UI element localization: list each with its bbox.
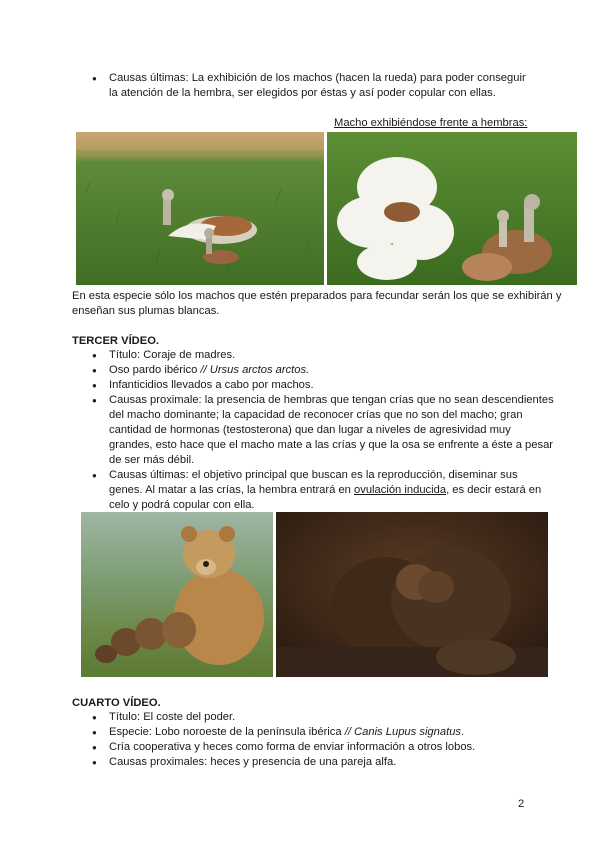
list-item: ● Cría cooperativa y heces como forma de enviar información a otros lobos. <box>92 740 554 755</box>
species-text: Oso pardo ibérico <box>109 364 201 376</box>
list-item: ● Causas proximale: la presencia de hembras que tengan crías que no sean descendientes del macho dominante; la capacidad de reconocer crías que no son del macho; gran cantidad de hormonas (testosterona) que dan lugar a niveles de agresividad muy grandes, esto hace que el macho mate a las crías y que la osa se enfrente a éste a pesar de ser más débil. <box>92 393 554 468</box>
tercer-bullet-list <box>92 348 554 513</box>
bullet-text: La exhibición de los machos (hacen la rueda) para poder conseguir la atención de la hembra, ser elegidos por éstas y así poder copular con ellas. <box>109 72 526 99</box>
list-item: ● Título: Coraje de madres. <box>92 348 554 363</box>
list-item <box>92 468 554 513</box>
cuarto-bullet-list <box>92 710 554 770</box>
list-item: ● Causas proximales: heces y presencia de una pareja alfa. <box>92 755 554 770</box>
top-bullet-list <box>92 71 532 101</box>
bustard-photo-left <box>76 132 324 285</box>
paragraph-exhibition: En esta especie sólo los machos que estén preparados para fecundar serán los que se exhibirán y enseñan sus plumas blancas. <box>72 290 562 317</box>
ultimas-text-end: , es decir estará en celo y podrá copular con ella. <box>109 484 542 511</box>
bustard-photo-right <box>327 132 577 285</box>
list-item <box>92 71 532 101</box>
bear-mother-photo <box>81 512 273 677</box>
ultimas-text: Causas últimas: el objetivo principal que buscan es la reproducción, diseminar sus genes. Al matar a las crías, la hembra entrará en <box>109 469 518 496</box>
page-number: 2 <box>518 798 525 810</box>
image-caption: Macho exhibiéndose frente a hembras: <box>334 117 528 129</box>
species-end: . <box>461 726 465 738</box>
list-item <box>92 725 554 740</box>
section-heading-tercer: TERCER VÍDEO. <box>72 335 160 347</box>
bears-fighting-photo <box>276 512 548 677</box>
section-heading-cuarto: CUARTO VÍDEO. <box>72 697 161 709</box>
ultimas-underlined: ovulación inducida <box>354 484 447 496</box>
species-text: Especie: Lobo noroeste de la península ibérica <box>109 726 345 738</box>
list-item <box>92 363 554 378</box>
list-item: ● Título: El coste del poder. <box>92 710 554 725</box>
species-scientific-name: // Canis Lupus signatus <box>344 726 462 738</box>
bullet-label: Causas últimas: <box>109 72 189 84</box>
list-item: ● Infanticidios llevados a cabo por machos. <box>92 378 554 393</box>
species-scientific-name: // Ursus arctos arctos. <box>200 364 310 376</box>
